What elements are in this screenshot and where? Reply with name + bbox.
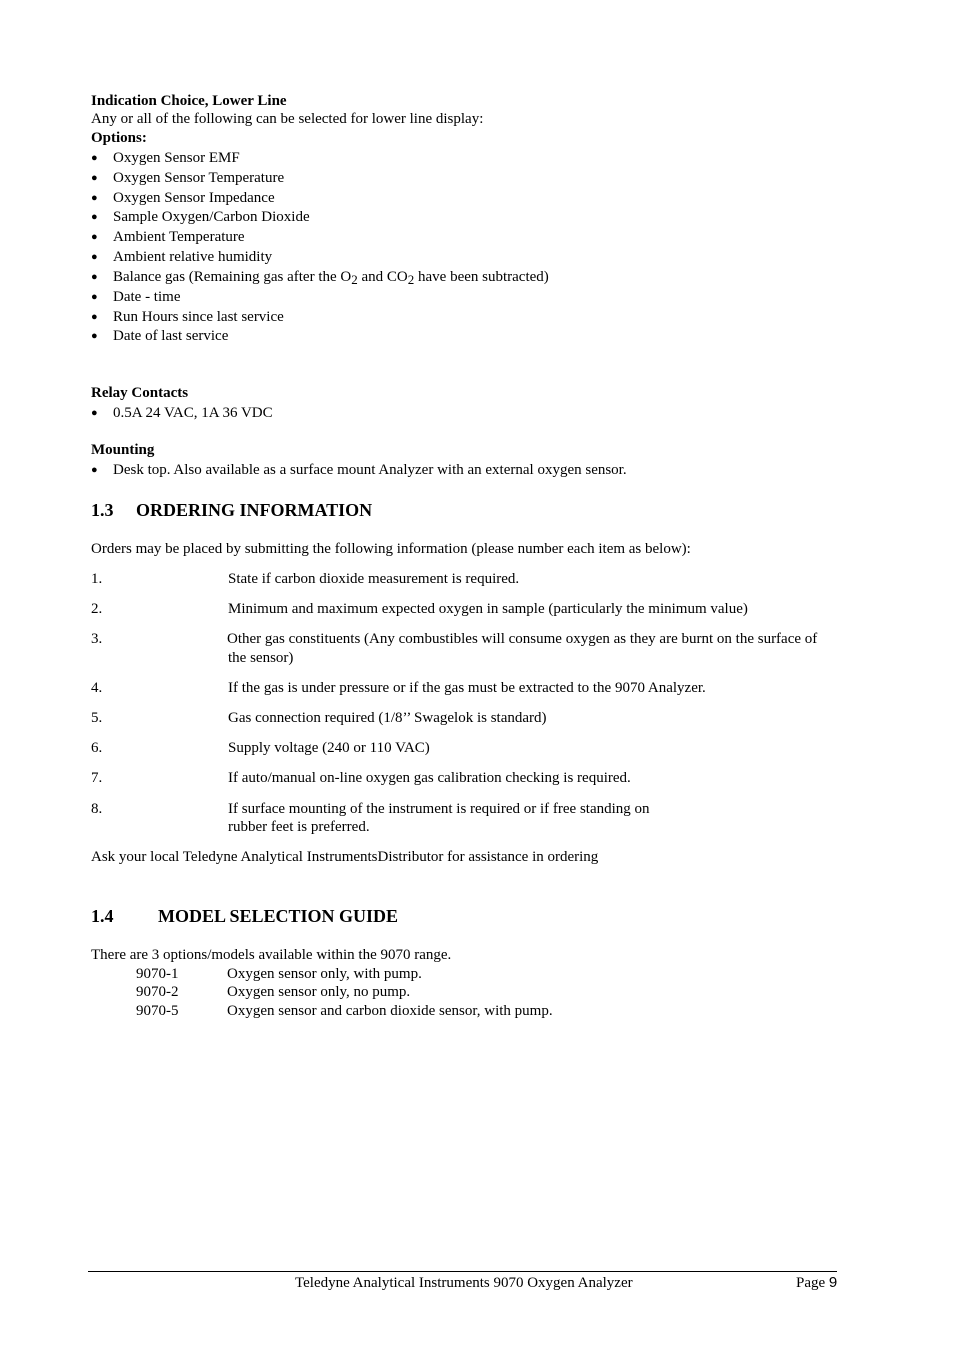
bullet-icon: ● — [91, 231, 98, 243]
bullet-icon: ● — [91, 251, 98, 263]
list-item: Sample Oxygen/Carbon Dioxide — [113, 209, 310, 225]
item-number: 3. — [91, 631, 103, 647]
list-item: Minimum and maximum expected oxygen in sample (particularly the minimum value) — [228, 601, 748, 617]
page-number: Page 9 — [796, 1274, 838, 1291]
ordering-intro: Orders may be placed by submitting the following information (please number each item as below): — [91, 541, 691, 557]
list-item-continuation: the sensor) — [228, 650, 294, 666]
item-number: 5. — [91, 710, 103, 726]
list-item: State if carbon dioxide measurement is required. — [228, 571, 520, 587]
list-item: If the gas is under pressure or if the gas must be extracted to the 9070 Analyzer. — [228, 680, 706, 696]
indication-intro: Any or all of the following can be selected for lower line display: — [91, 111, 484, 127]
item-number: 8. — [91, 801, 103, 817]
list-item: Ambient relative humidity — [113, 249, 273, 265]
list-item: Other gas constituents (Any combustibles will consume oxygen as they are burnt on the surface of — [227, 631, 818, 647]
model-code: 9070-5 — [136, 1003, 179, 1019]
relay-heading: Relay Contacts — [91, 385, 189, 401]
list-item: Desk top. Also available as a surface mount Analyzer with an external oxygen sensor. — [113, 462, 627, 478]
section-title: ORDERING INFORMATION — [136, 500, 373, 520]
footer-divider — [88, 1271, 837, 1272]
model-intro: There are 3 options/models available within the 9070 range. — [91, 947, 452, 963]
bullet-icon: ● — [91, 271, 98, 283]
model-description: Oxygen sensor only, no pump. — [227, 984, 411, 1000]
section-number: 1.4 — [91, 906, 114, 926]
bullet-icon: ● — [91, 330, 98, 342]
list-item: 0.5A 24 VAC, 1A 36 VDC — [113, 405, 273, 421]
options-label: Options: — [91, 130, 147, 146]
bullet-icon: ● — [91, 291, 98, 303]
footer-title: Teledyne Analytical Instruments 9070 Oxygen Analyzer — [295, 1275, 633, 1291]
bullet-icon: ● — [91, 152, 98, 164]
indication-heading: Indication Choice, Lower Line — [91, 93, 287, 109]
model-code: 9070-1 — [136, 966, 179, 982]
list-item: Gas connection required (1/8’’ Swagelok is standard) — [228, 710, 547, 726]
list-item: If auto/manual on-line oxygen gas calibration checking is required. — [228, 770, 631, 786]
list-item: Run Hours since last service — [113, 309, 284, 325]
list-item: Oxygen Sensor EMF — [113, 150, 240, 166]
ordering-closing: Ask your local Teledyne Analytical InstrumentsDistributor for assistance in ordering — [91, 849, 599, 865]
list-item: If surface mounting of the instrument is required or if free standing on — [228, 801, 650, 817]
list-item: Date of last service — [113, 328, 229, 344]
bullet-icon: ● — [91, 211, 98, 223]
item-number: 1. — [91, 571, 103, 587]
bullet-icon: ● — [91, 172, 98, 184]
item-number: 7. — [91, 770, 103, 786]
bullet-icon: ● — [91, 192, 98, 204]
bullet-icon: ● — [91, 407, 98, 419]
list-item: Oxygen Sensor Temperature — [113, 170, 285, 186]
model-code: 9070-2 — [136, 984, 179, 1000]
mounting-heading: Mounting — [91, 442, 155, 458]
list-item: Date - time — [113, 289, 181, 305]
list-item-continuation: rubber feet is preferred. — [228, 819, 370, 835]
model-description: Oxygen sensor and carbon dioxide sensor, with pump. — [227, 1003, 553, 1019]
bullet-icon: ● — [91, 311, 98, 323]
bullet-icon: ● — [91, 464, 98, 476]
model-description: Oxygen sensor only, with pump. — [227, 966, 422, 982]
section-title: MODEL SELECTION GUIDE — [158, 906, 399, 926]
list-item: Supply voltage (240 or 110 VAC) — [228, 740, 430, 756]
list-item: Ambient Temperature — [113, 229, 245, 245]
list-item: Oxygen Sensor Impedance — [113, 190, 275, 206]
item-number: 4. — [91, 680, 103, 696]
section-number: 1.3 — [91, 500, 114, 520]
list-item-balance-gas: Balance gas (Remaining gas after the $O_2$ and $CO_2$ have been subtracted) — [113, 269, 549, 287]
item-number: 6. — [91, 740, 103, 756]
item-number: 2. — [91, 601, 103, 617]
